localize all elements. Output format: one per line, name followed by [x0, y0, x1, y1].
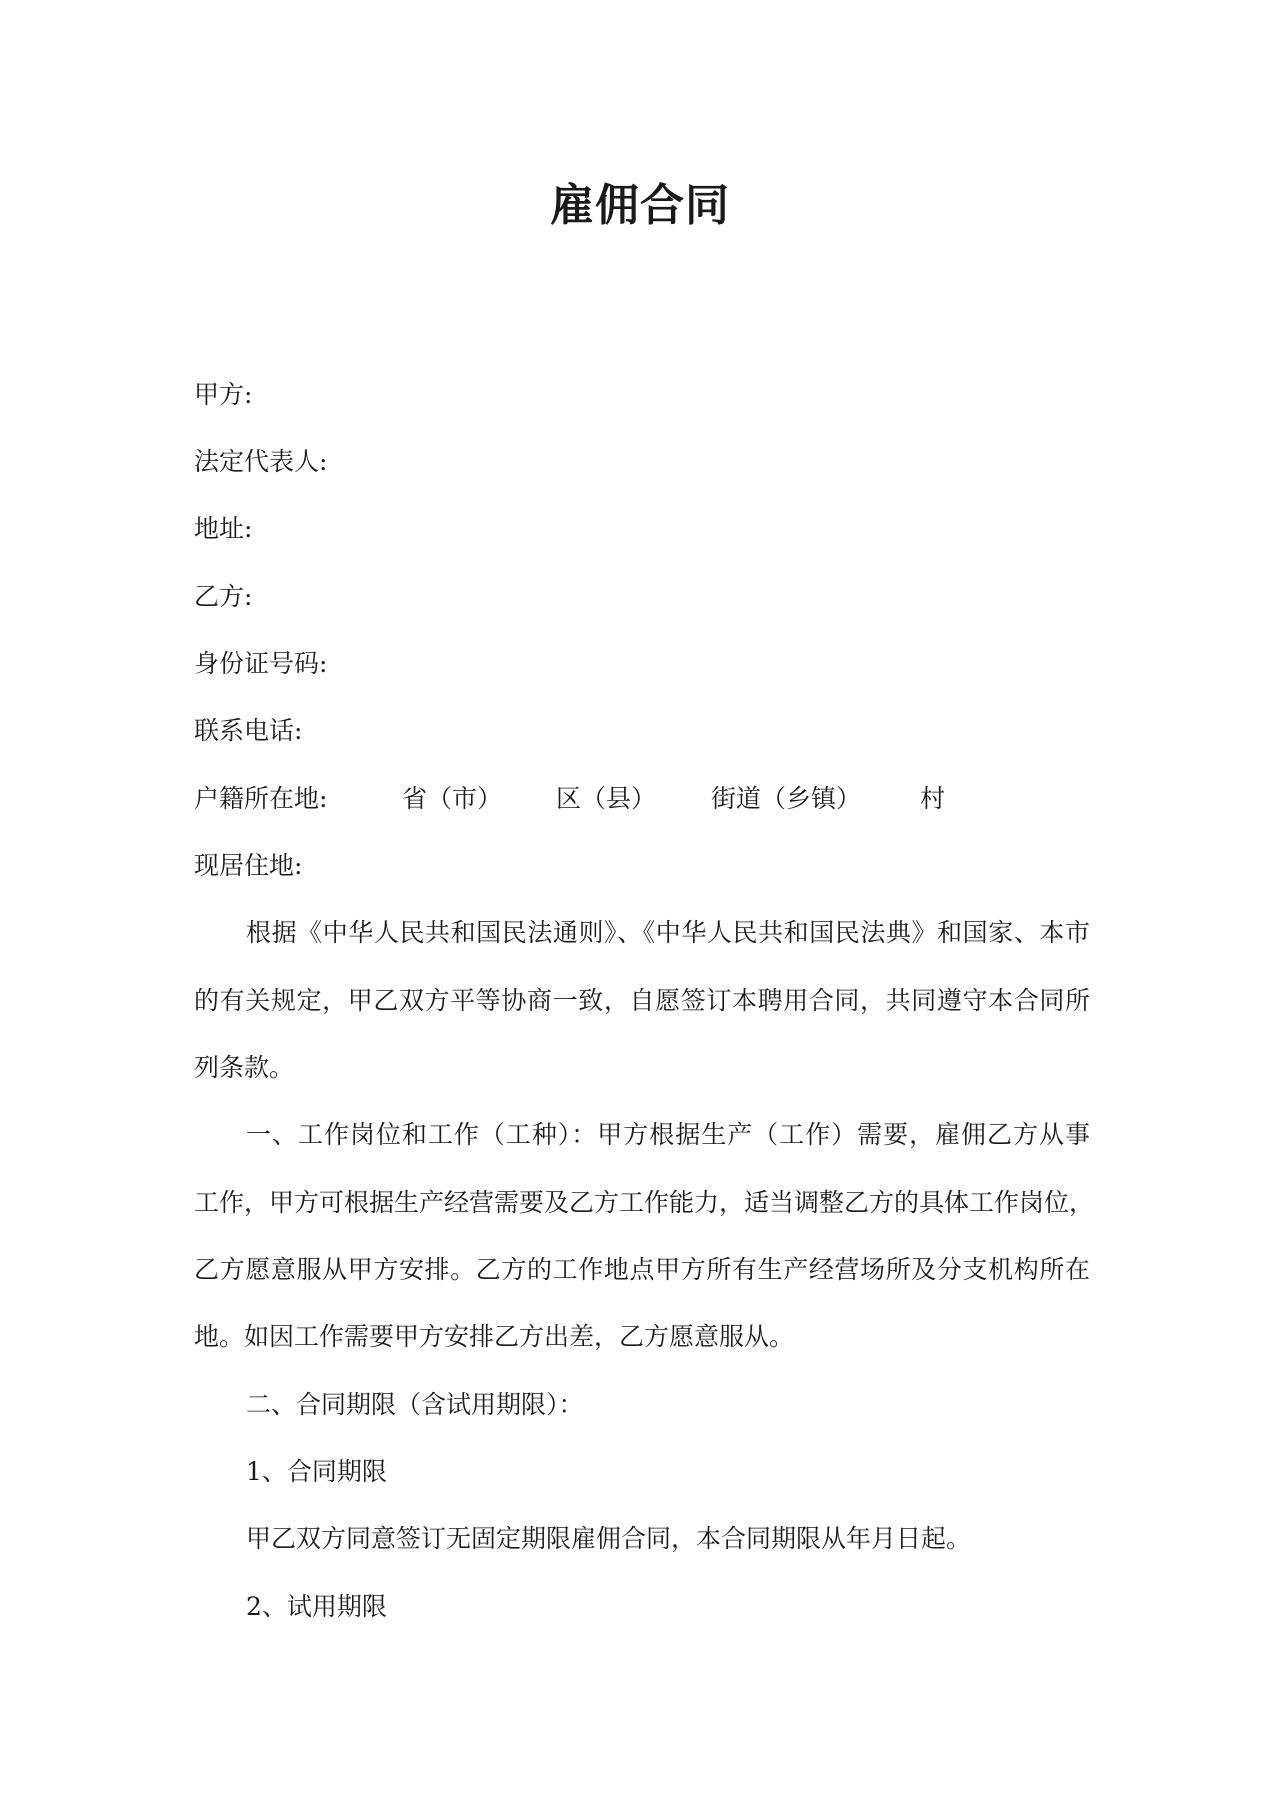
party-a-field: 甲方: [194, 380, 253, 409]
household-province: 省（市） [402, 784, 503, 813]
household-village: 村 [920, 784, 946, 813]
id-number-field: 身份证号码: [194, 649, 328, 678]
party-b-field: 乙方: [194, 582, 253, 611]
household-registration-field [194, 782, 1094, 816]
section1-line-2: 工作，甲方可根据生产经营需要及乙方工作能力，适当调整乙方的具体工作岗位， [194, 1188, 1095, 1217]
section1-line-3: 乙方愿意服从甲方安排。乙方的工作地点甲方所有生产经营场所及分支机构所在 [194, 1255, 1090, 1284]
household-label: 户籍所在地: [194, 784, 328, 813]
contract-term-text: 甲乙双方同意签订无固定期限雇佣合同，本合同期限从年月日起。 [246, 1524, 972, 1553]
address-field: 地址: [194, 514, 253, 543]
contract-term-heading: 1、合同期限 [246, 1457, 387, 1486]
preamble-line-3: 列条款。 [194, 1053, 295, 1082]
section2-heading: 二、合同期限（含试用期限）： [246, 1390, 584, 1419]
household-street: 街道（乡镇） [711, 784, 862, 813]
legal-representative-field: 法定代表人: [194, 447, 328, 476]
document-title: 雇佣合同 [550, 180, 730, 231]
preamble-line-2: 的有关规定，甲乙双方平等协商一致，自愿签订本聘用合同，共同遵守本合同所 [194, 986, 1090, 1015]
residence-field: 现居住地: [194, 851, 303, 880]
phone-field: 联系电话: [194, 716, 303, 745]
section1-line-1: 一、工作岗位和工作（工种）：甲方根据生产（工作）需要，雇佣乙方从事 [246, 1120, 1090, 1149]
preamble-line-1: 根据《中华人民共和国民法通则》、《中华人民共和国民法典》和国家、本市 [246, 918, 1090, 947]
section1-line-4: 地。如因工作需要甲方安排乙方出差，乙方愿意服从。 [194, 1322, 795, 1351]
household-district: 区（县） [556, 784, 657, 813]
probation-term-heading: 2、试用期限 [246, 1592, 387, 1621]
